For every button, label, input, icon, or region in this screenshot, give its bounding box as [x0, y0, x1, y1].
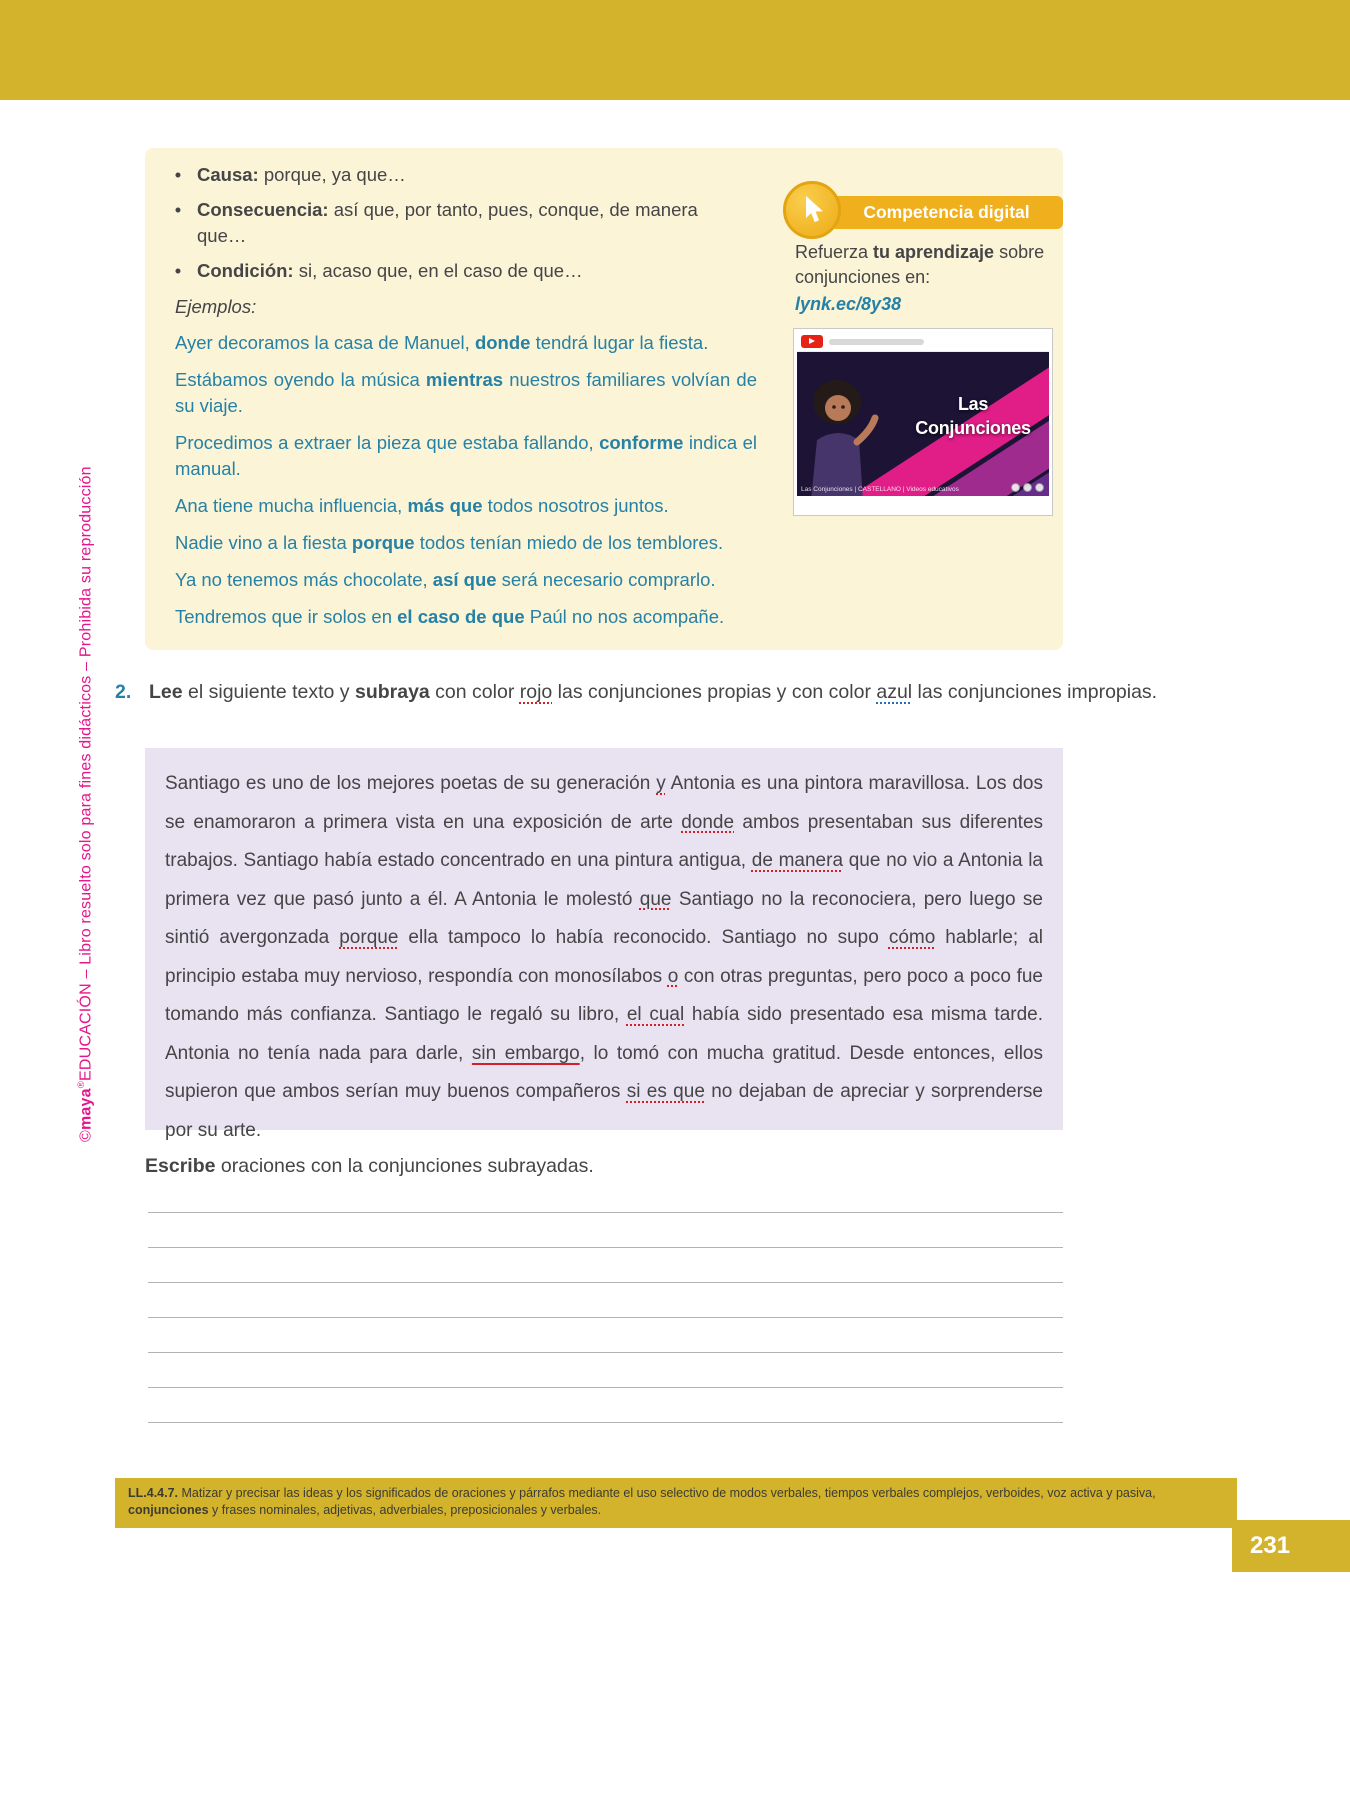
player-icon: [1011, 483, 1020, 492]
competencia-digital-title: Competencia digital: [830, 196, 1063, 229]
writing-lines: [148, 1178, 1063, 1423]
cursor-icon: [783, 181, 841, 239]
bullet-text: Consecuencia: así que, por tanto, pues, conque, de manera que…: [197, 199, 698, 246]
writing-line: [148, 1178, 1063, 1213]
reading-passage-box: [145, 748, 1063, 1141]
example-sentence: Procedimos a extraer la pieza que estaba fallando, conforme indica el manual.: [175, 432, 757, 479]
cartoon-presenter: [801, 376, 879, 496]
browser-url-placeholder: [829, 339, 924, 345]
example-sentence: Estábamos oyendo la música mientras nuestros familiares volvían de su viaje.: [175, 369, 758, 416]
example-sentence: Ana tiene mucha influencia, más que todos nosotros juntos.: [175, 495, 669, 516]
curriculum-standard-band: [115, 1478, 1237, 1528]
examples-label: Ejemplos:: [175, 296, 257, 317]
video-thumbnail[interactable]: [793, 328, 1053, 516]
example-sentence: Tendremos que ir solos en el caso de que Paúl no nos acompañe.: [175, 606, 725, 627]
curriculum-standard-text: LL.4.4.7. Matizar y precisar las ideas y los significados de oraciones y párrafos mediante el uso selectivo de modos verbales, tiempos verbales complejos, verboides, voz activa y pasiva, conjunciones y frases nominales, adjetivas, adverbiales, preposicionales y verbales.: [128, 1486, 1156, 1517]
video-caption: Las Conjunciones | CASTELLANO | Videos educativos: [801, 486, 959, 493]
bullet-item-consecuencia: [159, 197, 765, 249]
video-title: Las Conjunciones: [915, 394, 1031, 438]
player-icon: [1035, 483, 1044, 492]
bullet-item-causa: [159, 162, 765, 188]
writing-line: [148, 1318, 1063, 1353]
writing-line: [148, 1388, 1063, 1423]
activity-2: [115, 678, 1220, 706]
conjunction-type-list: [159, 162, 765, 284]
conjunctions-info-box: [145, 148, 1063, 650]
example-sentence: Ya no tenemos más chocolate, así que será necesario comprarlo.: [175, 569, 716, 590]
writing-line: [148, 1248, 1063, 1283]
competencia-digital-panel: [781, 148, 1063, 650]
video-browser-bar: [797, 332, 1049, 352]
writing-line: [148, 1283, 1063, 1318]
writing-line: [148, 1213, 1063, 1248]
write-prompt: Escribe oraciones con la conjunciones subrayadas.: [145, 1155, 594, 1177]
bullet-dot: •: [174, 199, 182, 220]
reading-passage-text: Santiago es uno de los mejores poetas de su generación y Antonia es una pintora maravillosa. Los dos se enamoraron a primera vista en una exposición de arte donde ambos presentaban sus diferentes trabajos. Santiago había estado concentrado en una pintura antigua, de manera que no vio a Antonia la primera vez que pasó junto a él. A Antonia le molestó que Santiago no la reconociera, pero luego se sintió avergonzada porque ella tampoco lo había reconocido. Santiago no supo cómo hablarle; al principio estaba muy nervioso, respondía con monosílabos o con otras preguntas, pero poco a poco fue tomando más confianza. Santiago le regaló su libro, el cual había sido presentado esa misma tarde. Antonia no tenía nada para darle, sin embargo, lo tomó con mucha gratitud. Desde entonces, ellos supieron que ambos serían muy buenos compañeros si es que no dejaban de apreciar y sorprenderse por su arte.: [165, 773, 1044, 1141]
player-icons: [1011, 483, 1044, 492]
info-box-content: [159, 162, 765, 641]
digital-description: Refuerza tu aprendizaje sobre conjunciones en:: [795, 242, 1045, 287]
example-sentence: Ayer decoramos la casa de Manuel, donde tendrá lugar la fiesta.: [175, 332, 709, 353]
activity-number: 2.: [115, 681, 132, 703]
top-band: [0, 0, 1350, 100]
youtube-logo-icon: [801, 335, 823, 348]
digital-link[interactable]: lynk.ec/8y38: [795, 294, 902, 314]
bullet-text: Causa: porque, ya que…: [197, 164, 406, 185]
writing-line: [148, 1353, 1063, 1388]
video-frame: [797, 352, 1049, 496]
page-number: 231: [1232, 1520, 1350, 1572]
sidebar-copyright-text: ©maya®EDUCACIÓN – Libro resuelto solo para fines didácticos – Prohibida su reproducción: [76, 466, 95, 1142]
activity-instruction: Lee el siguiente texto y subraya con color rojo las conjunciones propias y con color azul las conjunciones impropias.: [149, 681, 1158, 703]
bullet-text: Condición: si, acaso que, en el caso de que…: [197, 260, 583, 281]
bullet-dot: •: [174, 260, 182, 281]
example-sentence: Nadie vino a la fiesta porque todos tenían miedo de los temblores.: [175, 532, 724, 553]
bullet-item-condicion: [159, 258, 765, 284]
bullet-dot: •: [174, 164, 182, 185]
player-icon: [1023, 483, 1032, 492]
